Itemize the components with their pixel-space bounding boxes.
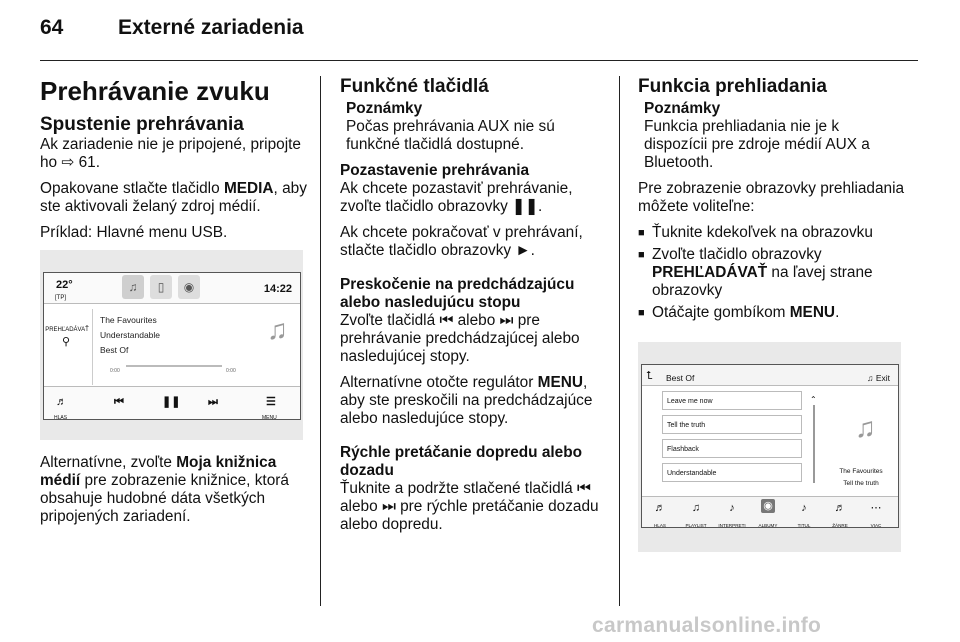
- column-3: [638, 76, 906, 552]
- temperature: 22°: [56, 279, 73, 291]
- subheading: Rýchle pretáčanie dopredu alebo dozadu: [340, 444, 583, 479]
- tab-label: ŽÁNRE: [832, 523, 848, 528]
- note-title: Poznámky: [644, 100, 721, 117]
- artist-name: The Favourites: [839, 468, 883, 475]
- header-rule: [40, 60, 918, 61]
- browse-top-bar: [642, 365, 898, 386]
- total-time: 0:00: [226, 368, 236, 374]
- tab-artists[interactable]: [716, 497, 748, 527]
- music-note-icon[interactable]: ♫: [122, 275, 144, 299]
- page-header: [40, 16, 304, 40]
- exit-label: Exit: [875, 373, 890, 383]
- tab-label: HLAS: [653, 523, 666, 528]
- text: Alternatívne otočte regulátor: [340, 374, 538, 391]
- album-icon: ◉: [761, 499, 775, 513]
- browse-title: Best Of: [666, 373, 695, 383]
- playlist-icon: ♫: [691, 502, 701, 514]
- text: Ťuknite a podržte stlačené tlačidlá: [340, 480, 573, 497]
- next-track-icon: ⏭: [381, 498, 396, 515]
- usb-screen: [43, 272, 301, 420]
- text: pre zobrazenie knižnice, ktorá obsahuje hudobné dáta všetkých pripojených zariadení.: [40, 472, 289, 525]
- option-list: [638, 224, 906, 322]
- note-text: Funkcia prehliadania nie je k dispozícii pre zdroje médií AUX a Bluetooth.: [644, 118, 870, 171]
- tab-label: PLAYLIST: [685, 523, 707, 528]
- tab-voice[interactable]: [644, 497, 676, 527]
- disc-icon[interactable]: ◉: [178, 275, 200, 299]
- track-row[interactable]: Leave me now: [662, 391, 802, 410]
- list-item: [638, 304, 906, 322]
- menu-icon[interactable]: ☰: [266, 396, 276, 408]
- list-item: [638, 246, 906, 300]
- tab-genres[interactable]: [824, 497, 856, 527]
- progress-bar[interactable]: [126, 365, 222, 367]
- paragraph: [340, 374, 608, 428]
- tab-label: INTERPRETI: [718, 523, 746, 528]
- next-track-icon[interactable]: ⏭: [208, 396, 218, 408]
- play-icon: ►: [515, 242, 531, 259]
- text: alebo: [457, 312, 496, 329]
- text: Otáčajte gombíkom: [652, 304, 790, 321]
- paragraph: [40, 454, 308, 526]
- divider: [92, 309, 93, 385]
- tab-more[interactable]: [860, 497, 892, 527]
- browse-button-name: PREHĽADÁVAŤ: [652, 264, 768, 281]
- browse-screen: [641, 364, 899, 528]
- text: Zvoľte tlačidlo obrazovky: [652, 246, 822, 263]
- song-title: Tell the truth: [843, 480, 879, 487]
- song-title: Understandable: [100, 330, 161, 340]
- media-library-name: Moja knižnica médií: [40, 454, 277, 489]
- tab-albums[interactable]: [752, 497, 784, 527]
- watermark: carmanualsonline.info: [592, 614, 822, 637]
- browse-bottom-bar: [642, 496, 898, 527]
- paragraph: Ak chcete pozastaviť prehrávanie, zvoľte tlačidlo obrazovky ❚❚.: [340, 180, 573, 215]
- previous-track-icon[interactable]: ⏮: [114, 396, 124, 408]
- album-title: Best Of: [100, 345, 129, 355]
- elapsed-time: 0:00: [110, 368, 120, 374]
- exit-button[interactable]: [867, 369, 890, 387]
- genre-icon: ♬: [834, 502, 846, 514]
- tab-label: TITUL: [797, 523, 811, 528]
- previous-track-icon: ⏮: [576, 480, 591, 497]
- text: Opakovane stlačte tlačidlo: [40, 180, 224, 197]
- tab-playlist[interactable]: [680, 497, 712, 527]
- list-item: ■ Ťuknite kdekoľvek na obrazovku: [638, 224, 906, 242]
- album-art-icon: ♫: [267, 314, 288, 345]
- text: alebo: [340, 498, 378, 515]
- usb-top-bar: [44, 273, 300, 304]
- paragraph: [340, 480, 608, 534]
- paragraph: Ak chcete pokračovať v prehrávaní, stlačte tlačidlo obrazovky ►.: [340, 224, 583, 259]
- usb-main-menu-screenshot: [40, 250, 303, 440]
- text: Alternatívne, zvoľte: [40, 454, 177, 471]
- next-track-icon: ⏭: [499, 312, 514, 329]
- media-button-name: MEDIA: [223, 180, 274, 197]
- tab-label: VIAC: [870, 523, 882, 528]
- track-row[interactable]: Flashback: [662, 439, 802, 458]
- paragraph: Príklad: Hlavné menu USB.: [40, 224, 228, 241]
- text: Zvoľte tlačidlá: [340, 312, 436, 329]
- menu-knob-name: MENU: [789, 304, 836, 321]
- clock: 14:22: [263, 283, 292, 295]
- pause-icon[interactable]: ❚❚: [162, 396, 181, 408]
- chapter-title: Externé zariadenia: [118, 16, 304, 39]
- text: pre prehrávanie predchádzajúcej alebo nasledujúcej stopy.: [340, 312, 580, 365]
- music-note-icon: ♫: [867, 373, 874, 383]
- paragraph: [340, 312, 608, 366]
- album-art-icon: ♫: [855, 412, 876, 443]
- traffic-program-tag: [TP]: [55, 295, 67, 301]
- text: , aby ste preskočili na predchádzajúce alebo nasledujúce stopy.: [340, 374, 593, 427]
- column-divider: [619, 76, 620, 606]
- browse-screenshot: [638, 342, 901, 552]
- pause-icon: ❚❚: [512, 198, 538, 215]
- text: pre rýchle pretáčanie dozadu alebo dopredu.: [340, 498, 599, 533]
- back-arrow-icon[interactable]: ⮤: [646, 370, 653, 382]
- column-2: [340, 76, 608, 542]
- subheading: Pozastavenie prehrávania: [340, 162, 530, 179]
- page-number: 64: [40, 16, 64, 39]
- column-divider: [320, 76, 321, 606]
- reference-arrow-icon: ⇨: [61, 154, 75, 171]
- section-title: Funkčné tlačidlá: [340, 76, 489, 97]
- scroll-track: [813, 405, 815, 483]
- text: Ak zariadenie nie je pripojené, pripojte ho: [40, 136, 301, 171]
- text: , aby ste aktivovali želaný zdroj médií.: [40, 180, 307, 215]
- device-icon[interactable]: ▯: [150, 275, 172, 299]
- text: na ľavej strane obrazovky: [652, 264, 873, 299]
- voice-icon[interactable]: ♬: [56, 396, 67, 408]
- menu-caption: MENU: [262, 415, 277, 421]
- paragraph: [40, 180, 308, 216]
- track-row[interactable]: Tell the truth: [662, 415, 802, 434]
- previous-track-icon: ⏮: [439, 312, 454, 329]
- tab-label: ALBUMY: [758, 523, 778, 528]
- paragraph: [40, 136, 308, 172]
- chevron-up-icon[interactable]: ⌃: [810, 395, 817, 404]
- subheading: Preskočenie na predchádzajúcu alebo nasledujúcu stopu: [340, 276, 575, 311]
- section-title: Funkcia prehliadania: [638, 76, 827, 97]
- artist-name: The Favourites: [100, 315, 157, 325]
- reference-page: 61.: [78, 154, 100, 171]
- browse-button-label[interactable]: PREHĽADÁVAŤ: [45, 327, 89, 333]
- track-row[interactable]: Understandable: [662, 463, 802, 482]
- text: Ak chcete pozastaviť prehrávanie, zvoľte tlačidlo obrazovky: [340, 180, 573, 215]
- text: .: [835, 304, 840, 321]
- scrollbar[interactable]: [810, 393, 818, 493]
- usb-bottom-bar: [44, 386, 300, 419]
- note-box: [340, 100, 608, 154]
- note-title: Poznámky: [346, 100, 423, 117]
- more-icon: ⋯: [870, 502, 882, 514]
- subsection-title: Spustenie prehrávania: [40, 114, 244, 135]
- note-text: Počas prehrávania AUX nie sú funkčné tlačidlá dostupné.: [346, 118, 555, 153]
- paragraph: Pre zobrazenie obrazovky prehliadania môžete voliteľne:: [638, 180, 905, 215]
- voice-icon: ♬: [654, 502, 666, 514]
- menu-knob-name: MENU: [537, 374, 583, 391]
- note-box: [638, 100, 906, 172]
- search-icon[interactable]: ⚲: [62, 336, 71, 348]
- column-1: [40, 76, 308, 534]
- text: Ak chcete pokračovať v prehrávaní, stlačte tlačidlo obrazovky: [340, 224, 583, 259]
- artist-icon: ♪: [729, 502, 735, 514]
- voice-caption: HLAS: [54, 415, 68, 421]
- song-icon: ♪: [801, 502, 807, 514]
- section-title: Prehrávanie zvuku: [40, 76, 270, 106]
- tab-title[interactable]: [788, 497, 820, 527]
